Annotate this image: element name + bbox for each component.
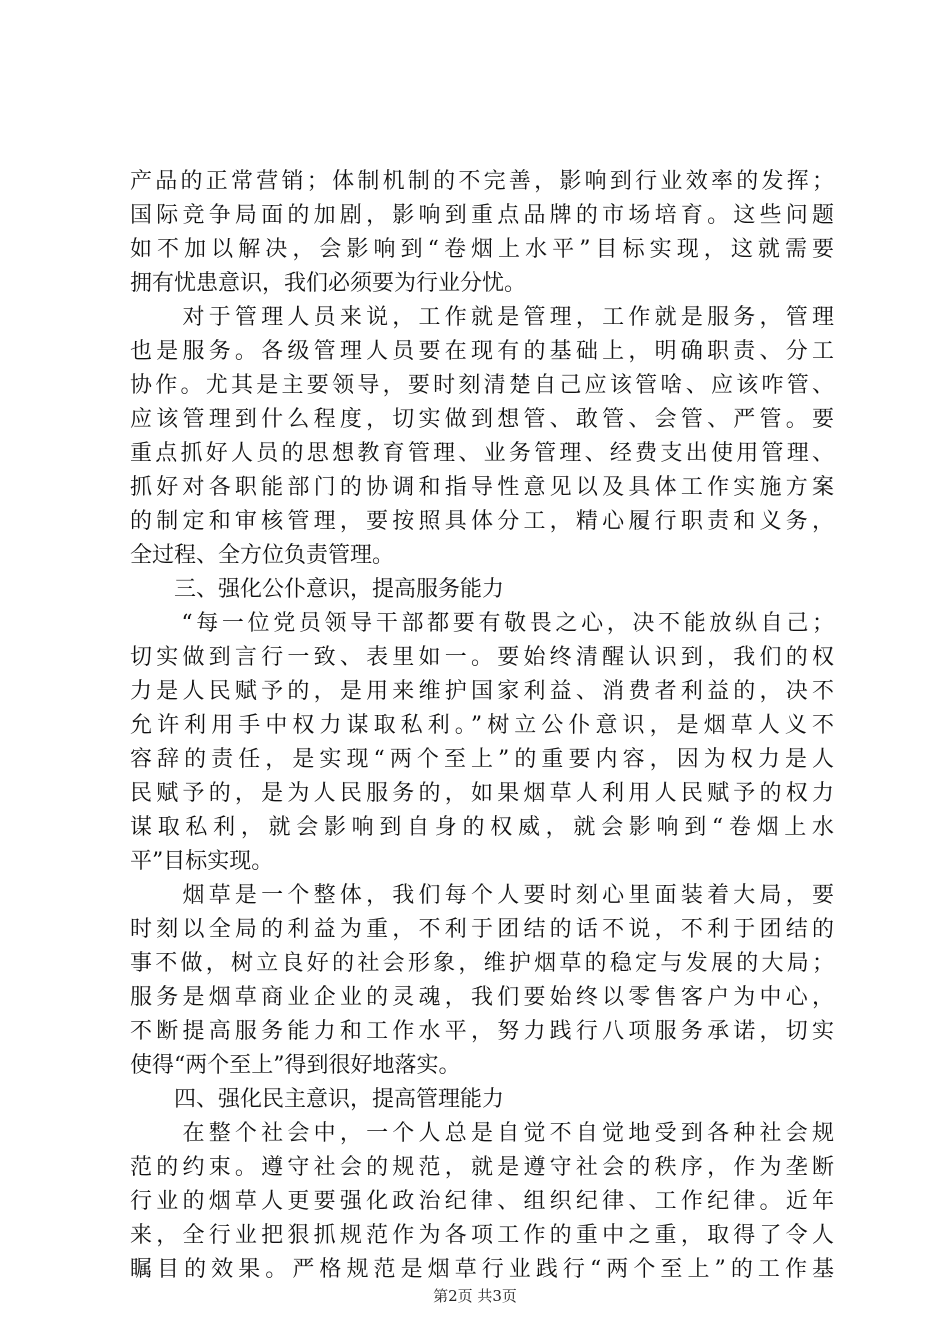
text-line: 不断提高服务能力和工作水平，努力践行八项服务承诺，切实 (130, 1019, 834, 1044)
text-line: 民赋予的，是为人民服务的，如果烟草人利用人民赋予的权力 (130, 781, 834, 806)
text-line: 时刻以全局的利益为重，不利于团结的话不说，不利于团结的 (130, 917, 834, 942)
body-text (130, 165, 834, 1287)
text-line: 容辞的责任，是实现“两个至上”的重要内容，因为权力是人 (130, 747, 834, 772)
text-line: 抓好对各职能部门的协调和指导性意见以及具体工作实施方案 (130, 475, 834, 500)
text-line: 平”目标实现。 (130, 849, 274, 874)
text-line: 的制定和审核管理，要按照具体分工，精心履行职责和义务， (130, 509, 834, 534)
text-line: 四、强化民主意识，提高管理能力 (130, 1087, 505, 1112)
page-footer: 第2页 共3页 (433, 1287, 517, 1305)
text-line: 应该管理到什么程度，切实做到想管、敢管、会管、严管。要 (130, 407, 834, 432)
text-line: 烟草是一个整体，我们每个人要时刻心里面装着大局，要 (130, 883, 834, 908)
text-line: 力是人民赋予的，是用来维护国家利益、消费者利益的，决不 (130, 679, 834, 704)
text-line: 允许利用手中权力谋取私利。”树立公仆意识，是烟草人义不 (130, 713, 834, 738)
text-line: 对于管理人员来说，工作就是管理，工作就是服务，管理 (130, 305, 834, 330)
text-line: 使得“两个至上”得到很好地落实。 (130, 1053, 461, 1078)
text-line: “每一位党员领导干部都要有敬畏之心，决不能放纵自己； (130, 611, 834, 636)
text-line: 三、强化公仆意识，提高服务能力 (130, 577, 505, 602)
text-line: 谋取私利，就会影响到自身的权威，就会影响到“卷烟上水 (130, 815, 834, 840)
text-line: 切实做到言行一致、表里如一。要始终清醒认识到，我们的权 (130, 645, 834, 670)
text-line: 行业的烟草人更要强化政治纪律、组织纪律、工作纪律。近年 (130, 1189, 834, 1214)
text-line: 国际竞争局面的加剧，影响到重点品牌的市场培育。这些问题 (130, 203, 834, 228)
text-line: 来，全行业把狠抓规范作为各项工作的重中之重，取得了令人 (130, 1223, 834, 1248)
text-line: 产品的正常营销；体制机制的不完善，影响到行业效率的发挥； (130, 169, 834, 194)
text-line: 拥有忧患意识，我们必须要为行业分忧。 (130, 271, 527, 296)
text-line: 在整个社会中，一个人总是自觉不自觉地受到各种社会规 (130, 1121, 834, 1146)
text-line: 重点抓好人员的思想教育管理、业务管理、经费支出使用管理、 (130, 441, 834, 466)
text-line: 服务是烟草商业企业的灵魂，我们要始终以零售客户为中心， (130, 985, 834, 1010)
text-line: 全过程、全方位负责管理。 (130, 543, 395, 568)
text-line: 如不加以解决，会影响到“卷烟上水平”目标实现，这就需要 (130, 237, 834, 262)
text-line: 瞩目的效果。严格规范是烟草行业践行“两个至上”的工作基 (130, 1257, 834, 1282)
text-line: 范的约束。遵守社会的规范，就是遵守社会的秩序，作为垄断 (130, 1155, 834, 1180)
text-line: 也是服务。各级管理人员要在现有的基础上，明确职责、分工 (130, 339, 834, 364)
text-line: 事不做，树立良好的社会形象，维护烟草的稳定与发展的大局； (130, 951, 834, 976)
text-line: 协作。尤其是主要领导，要时刻清楚自己应该管啥、应该咋管、 (130, 373, 834, 398)
